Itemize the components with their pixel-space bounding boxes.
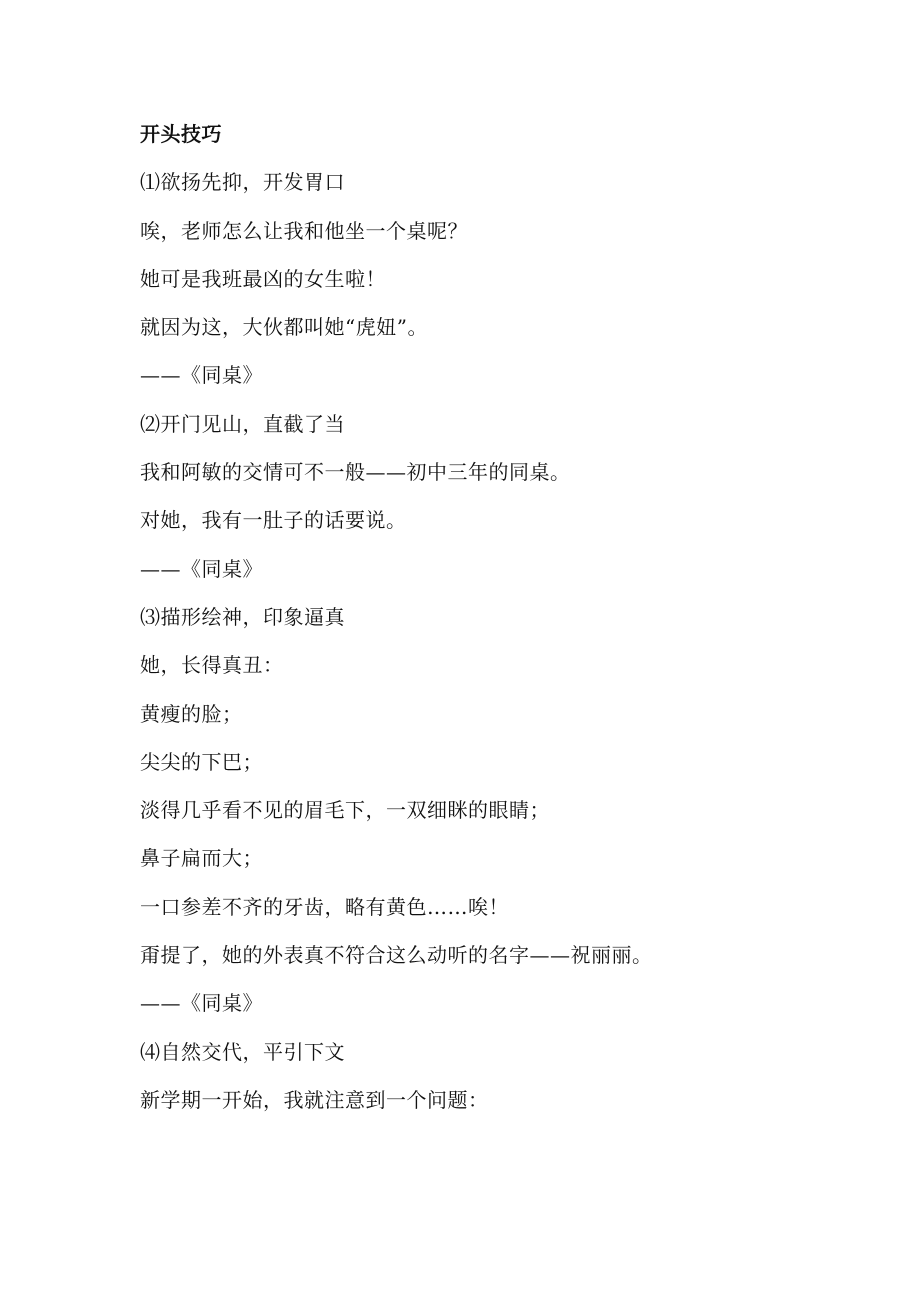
text-line: 淡得几乎看不见的眉毛下，一双细眯的眼睛； bbox=[140, 798, 550, 823]
section-heading-4: ⑷自然交代，平引下文 bbox=[140, 1039, 345, 1064]
source-attribution: ——《同桌》 bbox=[140, 556, 263, 581]
text-line: 对她，我有一肚子的话要说。 bbox=[140, 508, 407, 533]
text-line: 鼻子扁而大； bbox=[140, 846, 263, 871]
text-line: 就因为这，大伙都叫她“虎妞”。 bbox=[140, 315, 428, 340]
source-attribution: ——《同桌》 bbox=[140, 363, 263, 388]
source-attribution: ——《同桌》 bbox=[140, 991, 263, 1016]
text-line: 黄瘦的脸； bbox=[140, 701, 243, 726]
text-line: 新学期一开始，我就注意到一个问题： bbox=[140, 1087, 489, 1112]
section-heading-1: ⑴欲扬先抑，开发胃口 bbox=[140, 170, 345, 195]
text-line: 她，长得真丑： bbox=[140, 653, 284, 678]
text-line: 一口参差不齐的牙齿，略有黄色……唉！ bbox=[140, 894, 509, 919]
document-body bbox=[140, 110, 820, 1124]
document-title: 开头技巧 bbox=[140, 122, 222, 146]
text-line: 甭提了，她的外表真不符合这么动听的名字——祝丽丽。 bbox=[140, 943, 653, 968]
text-line: 她可是我班最凶的女生啦！ bbox=[140, 266, 386, 291]
text-line: 我和阿敏的交情可不一般——初中三年的同桌。 bbox=[140, 460, 571, 485]
section-heading-3: ⑶描形绘神，印象逼真 bbox=[140, 604, 345, 629]
section-heading-2: ⑵开门见山，直截了当 bbox=[140, 411, 345, 436]
text-line: 尖尖的下巴； bbox=[140, 749, 263, 774]
text-line: 唉，老师怎么让我和他坐一个桌呢？ bbox=[140, 218, 468, 243]
